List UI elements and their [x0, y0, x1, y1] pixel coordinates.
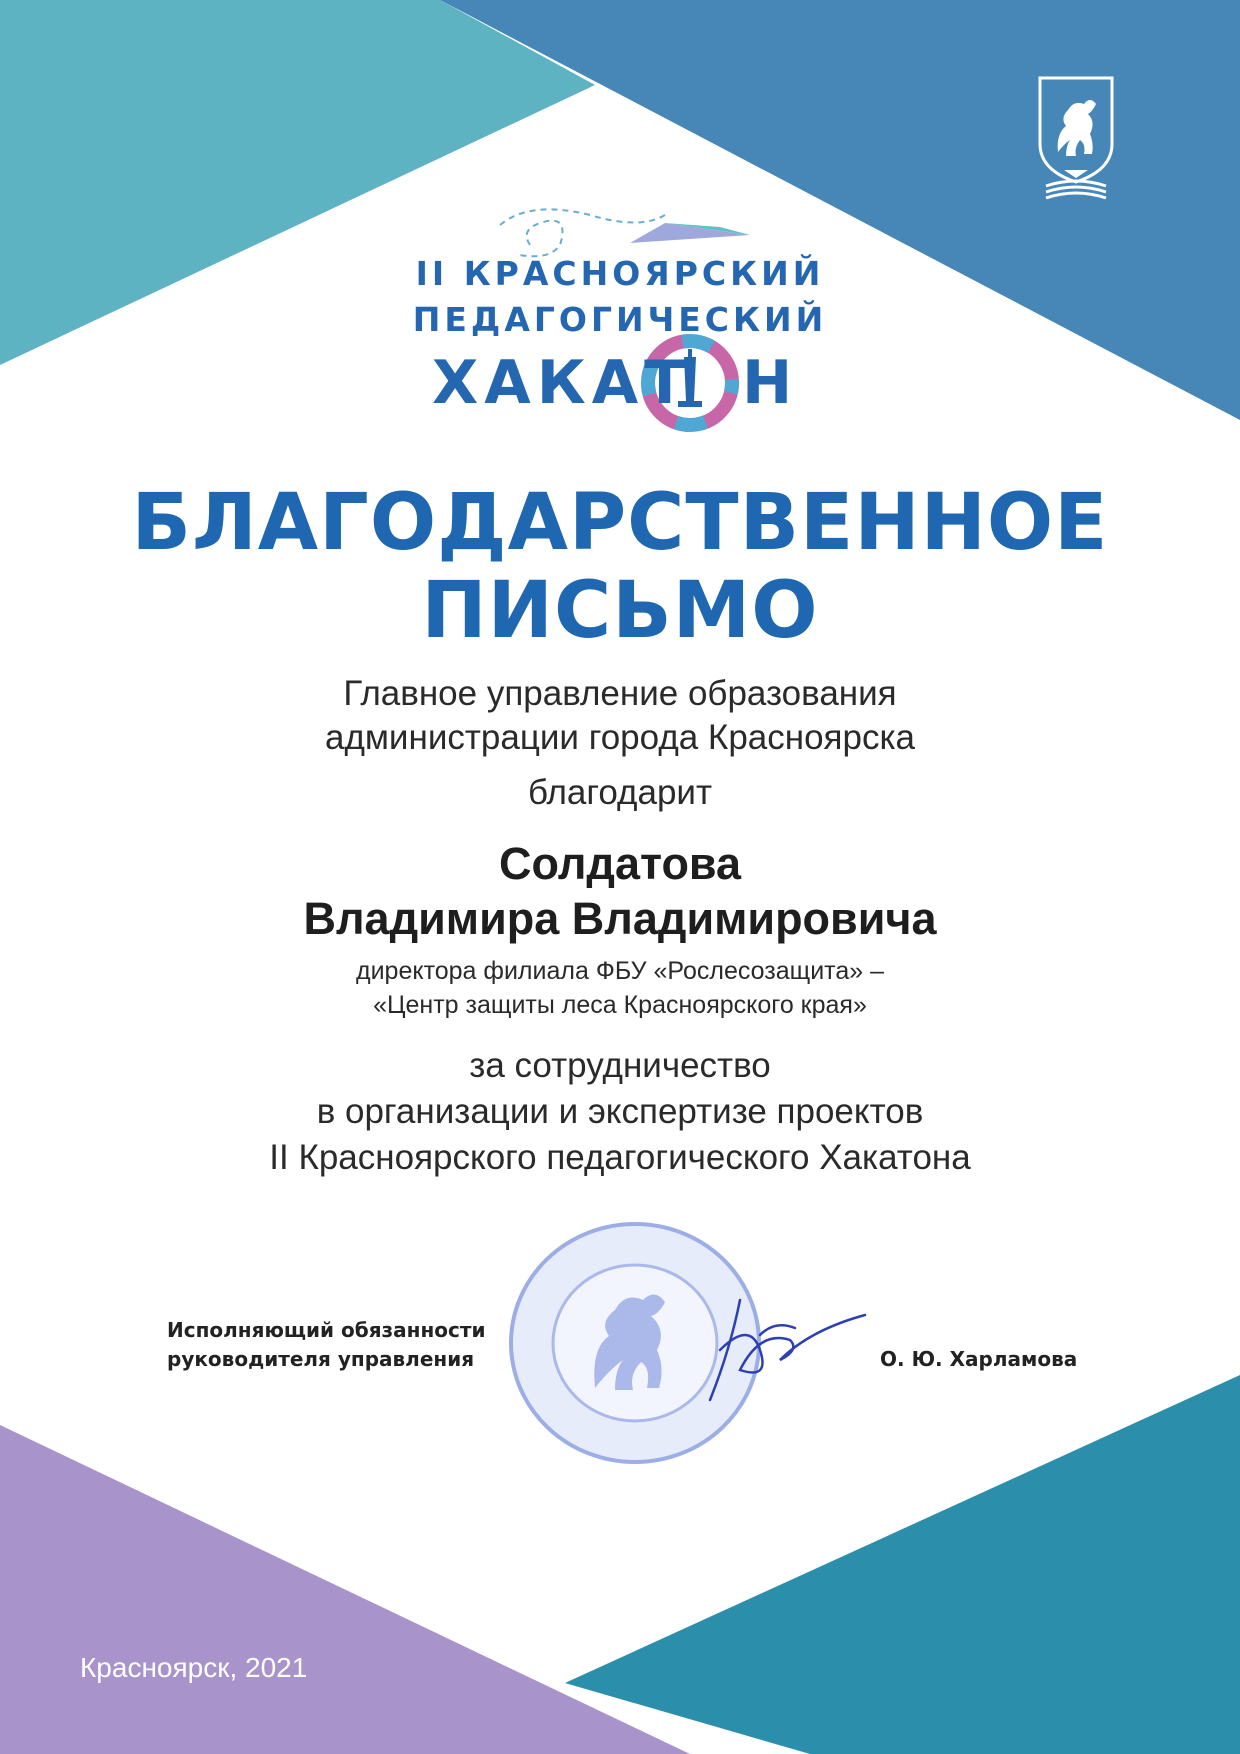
logo-text-line2: ПЕДАГОГИЧЕСКИЙ	[412, 300, 828, 339]
reason-line3: II Красноярского педагогического Хакатона	[269, 1138, 971, 1177]
handwritten-signature	[700, 1290, 870, 1410]
signatory-name: О. Ю. Харламова	[880, 1347, 1078, 1371]
city-emblem-icon	[1036, 74, 1116, 200]
logo-text-line3-end: Н	[742, 348, 797, 418]
document-title-line1: БЛАГОДАРСТВЕННОЕ	[131, 478, 1109, 568]
logo-text-line1: II КРАСНОЯРСКИЙ	[415, 254, 825, 293]
organization-line1: Главное управление образования	[343, 674, 897, 713]
document-title-line2: ПИСЬМО	[421, 566, 819, 656]
organization-line2: администрации города Красноярска	[324, 718, 916, 757]
reason-line2: в организации и экспертизе проектов	[316, 1092, 924, 1131]
reason-line1: за сотрудничество	[469, 1046, 771, 1085]
recipient-position-line1: директора филиала ФБУ «Рослесозащита» –	[355, 957, 884, 985]
recipient-given-names: Владимира Владимировича	[303, 893, 937, 944]
place-and-year: Красноярск, 2021	[80, 1652, 308, 1683]
thanks-verb: благодарит	[528, 773, 712, 812]
logo-text-line3: ХАКАТ	[432, 348, 692, 418]
signatory-role-line1: Исполняющий обязанности	[167, 1318, 486, 1342]
recipient-position-line2: «Центр защиты леса Красноярского края»	[373, 991, 867, 1019]
signatory-role-line2: руководителя управления	[167, 1347, 475, 1371]
recipient-surname: Солдатова	[498, 838, 742, 889]
bg-purple-bottom-left	[0, 1425, 690, 1754]
